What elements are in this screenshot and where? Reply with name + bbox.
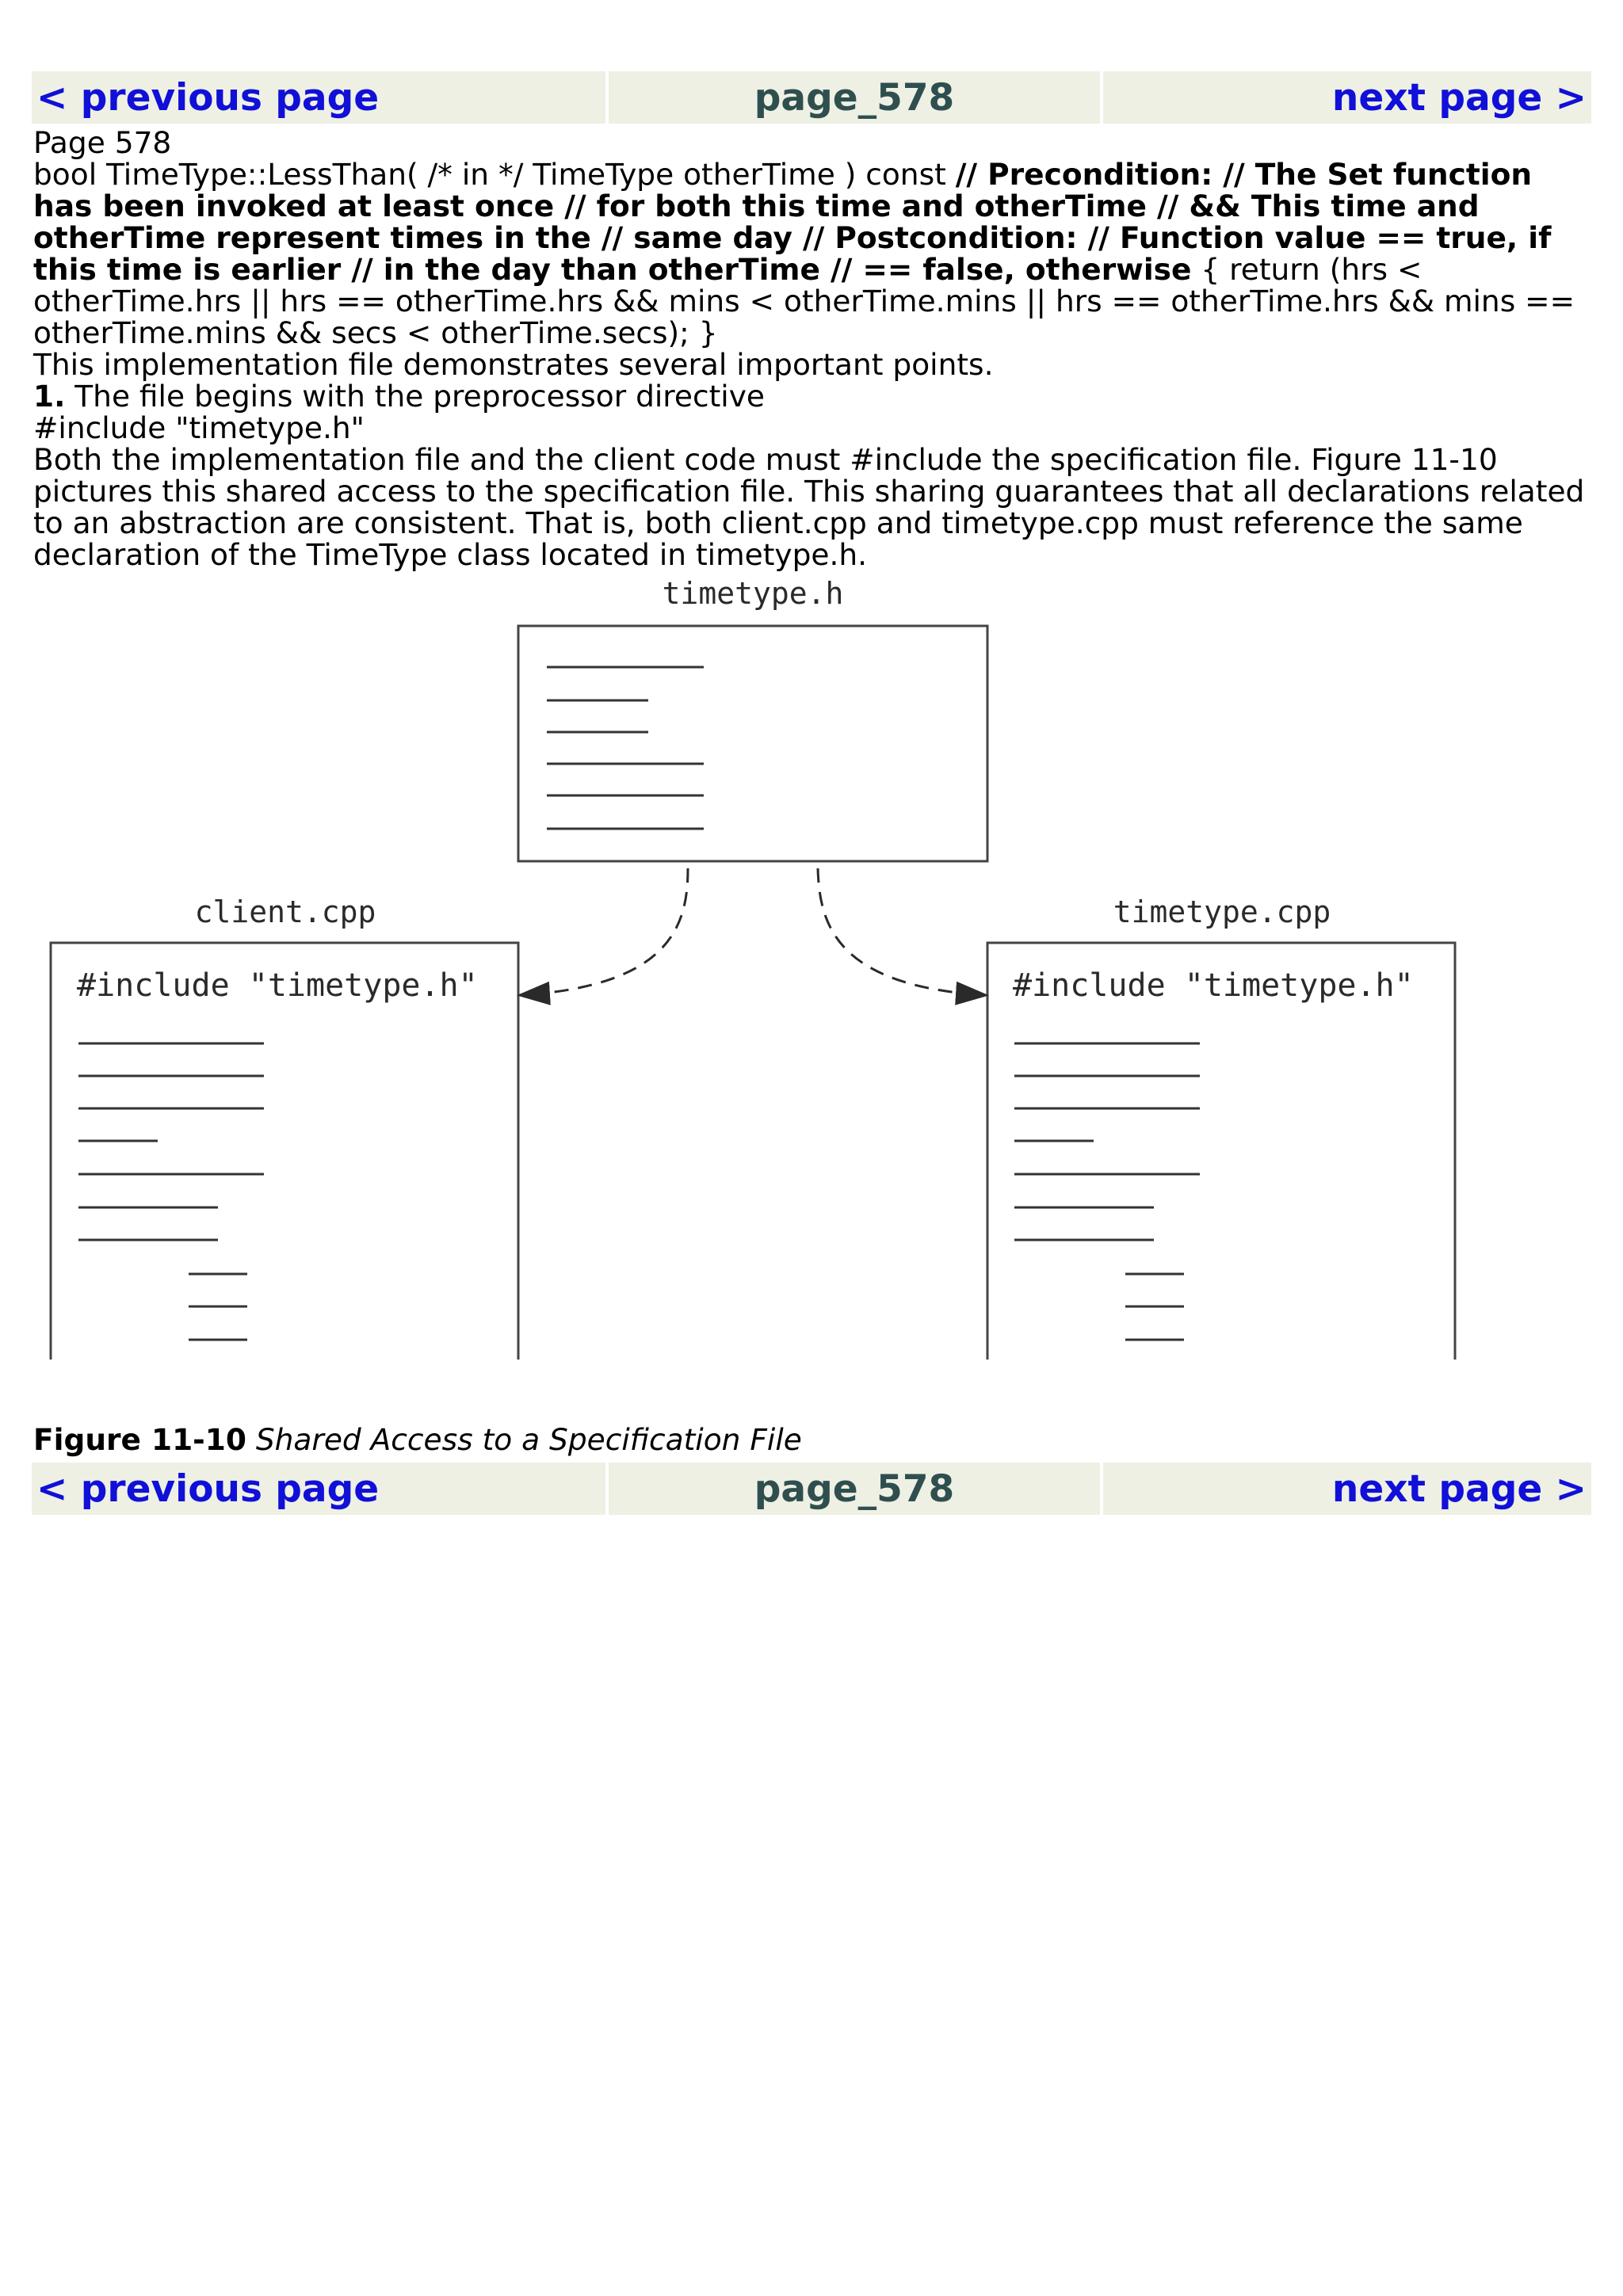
explanation-paragraph: Both the implementation file and the client code must #include the specification file. Figure 11-10 pictures this shared access to the specification file. This sharing guarantees that all declarations related to an abstraction are consistent. That is, both client.cpp and timetype.cpp must reference the same declaration of the TimeType class located in timetype.h. (33, 442, 1585, 572)
point-number: 1. (33, 379, 66, 414)
bottom-navigation (32, 1463, 1591, 1515)
timetype-h-box (518, 626, 987, 861)
client-cpp-code-lines (78, 1043, 264, 1340)
page-heading: Page 578 (33, 125, 172, 160)
timetype-cpp-code-lines (1014, 1043, 1200, 1340)
intro-text: This implementation file demonstrates several important points. (33, 347, 994, 382)
figure-caption (33, 1423, 802, 1456)
shared-access-diagram (33, 574, 1460, 1366)
client-cpp-label: client.cpp (194, 894, 376, 929)
next-page-link-bottom[interactable]: next page > (1103, 1463, 1591, 1515)
client-cpp-box (51, 943, 518, 1360)
point-text: The file begins with the preprocessor directive (65, 379, 765, 414)
previous-page-link[interactable]: < previous page (32, 71, 605, 124)
next-page-link[interactable]: next page > (1103, 71, 1591, 124)
page-indicator-bottom: page_578 (609, 1463, 1100, 1515)
code-block (33, 158, 1591, 349)
timetype-h-label: timetype.h (662, 576, 844, 611)
code-body: { return (hrs < otherTime.hrs || hrs == otherTime.hrs && mins < otherTime.mins || hrs == otherTime.hrs && mins == otherTime.mins && secs < otherTime.secs); } (33, 252, 1575, 350)
page-indicator: page_578 (609, 71, 1100, 124)
timetype-cpp-include-text: #include "timetype.h" (1013, 967, 1414, 1004)
include-arrow-to-client (521, 868, 688, 995)
timetype-cpp-label: timetype.cpp (1113, 894, 1331, 929)
point-one (33, 380, 1591, 412)
timetype-cpp-box (987, 943, 1455, 1360)
figure-label: Figure 11-10 (33, 1422, 246, 1457)
code-comment: // Precondition: // The Set function has been invoked at least once // for both this time and otherTime // && This time and otherTime represent times in the // same day // Postcondition: // Function value == true, if this time is earlier // in the day than otherTime // == false, otherwise (33, 157, 1552, 287)
client-include-text: #include "timetype.h" (77, 967, 478, 1004)
previous-page-link-bottom[interactable]: < previous page (32, 1463, 605, 1515)
top-navigation (32, 71, 1591, 124)
code-signature: bool TimeType::LessThan( /* in */ TimeType otherTime ) const (33, 157, 956, 192)
include-arrow-to-timetype-cpp (818, 868, 984, 995)
page-content (33, 127, 1591, 570)
figure-title: Shared Access to a Specification File (246, 1422, 802, 1457)
include-directive: #include "timetype.h" (33, 410, 365, 445)
